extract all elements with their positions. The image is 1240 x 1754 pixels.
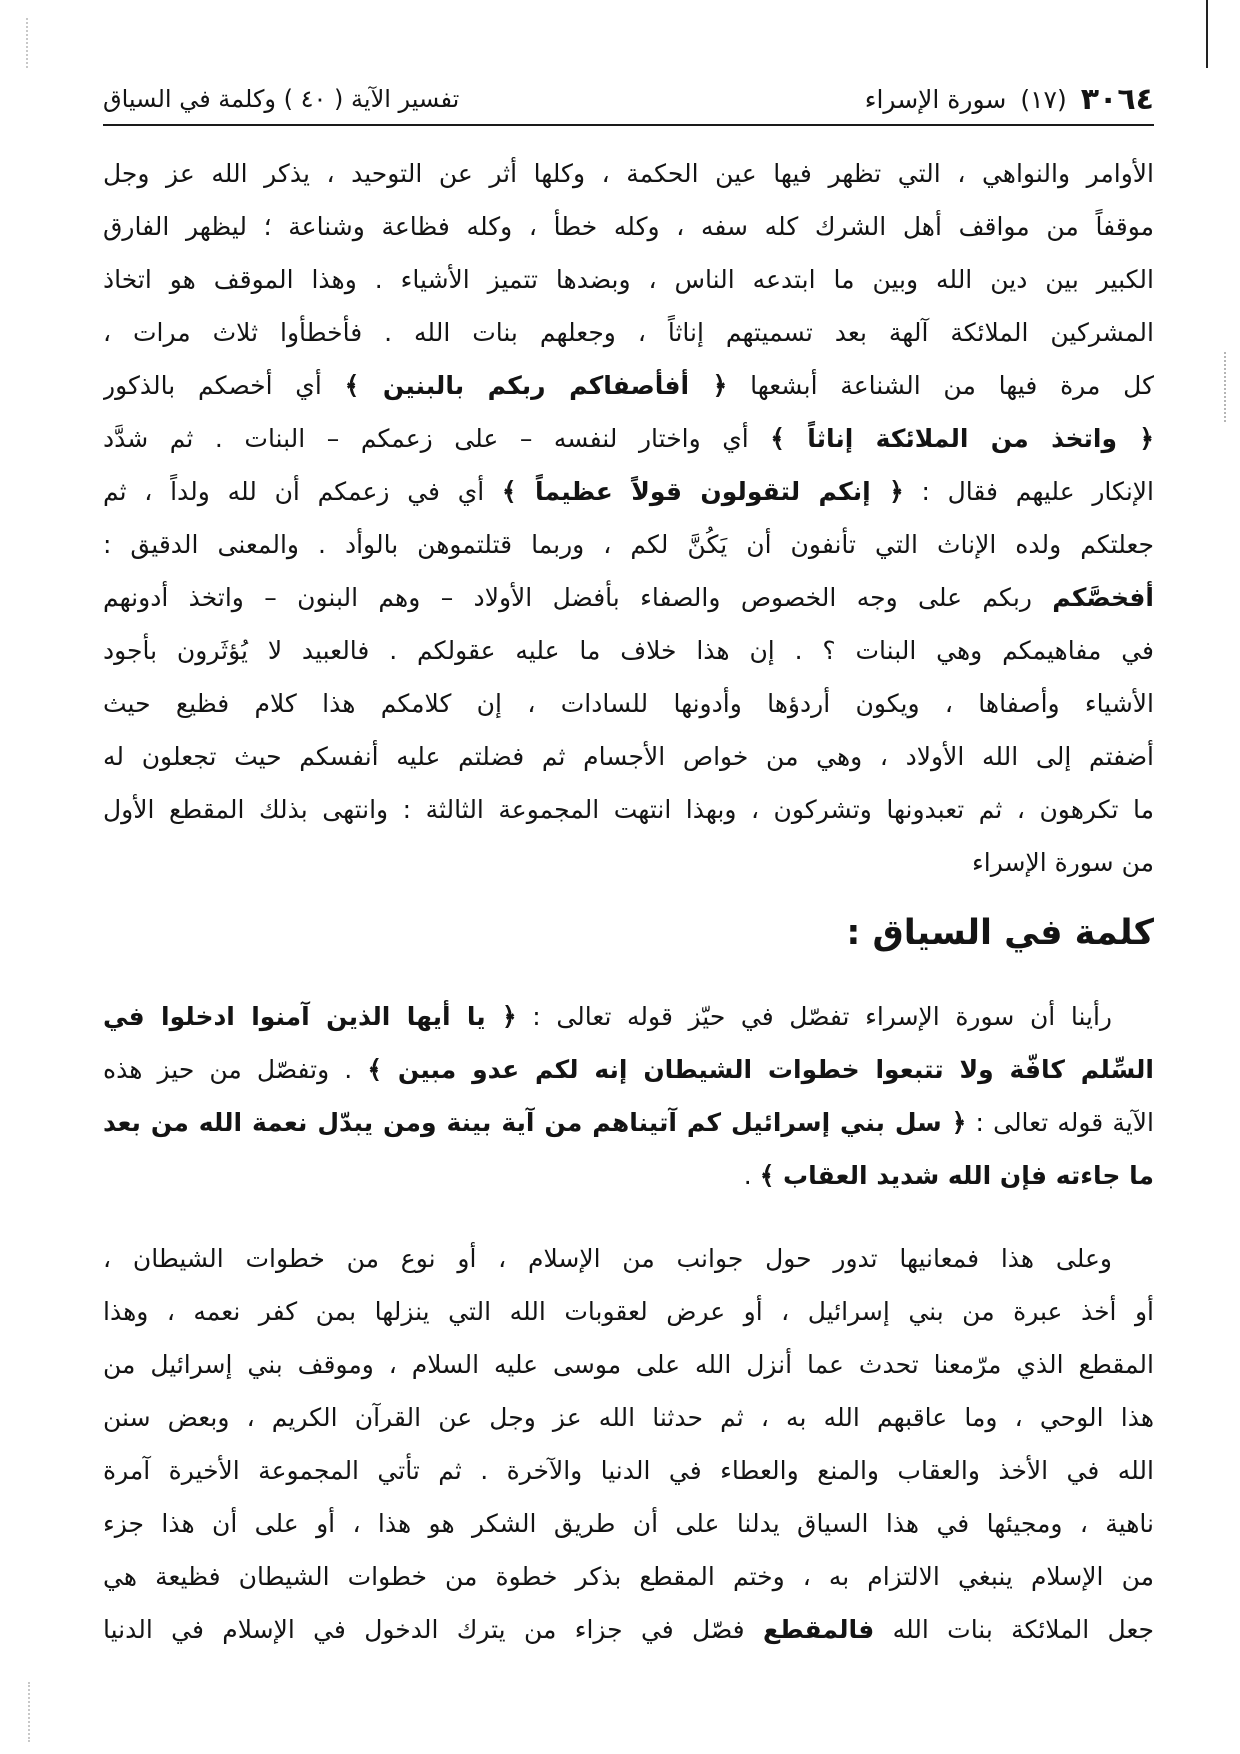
line-text: الله في الأخذ والعقاب والمنع والعطاء في الدنيا والآخرة . ثم تأتي المجموعة الأخيرة آمرة (103, 1456, 1154, 1485)
line-content (103, 1615, 1154, 1644)
line-content (103, 159, 1154, 188)
text-line (103, 1096, 1154, 1149)
line-content (744, 1161, 1154, 1190)
line-text: ما تكرهون ، ثم تعبدونها وتشركون ، وبهذا انتهت المجموعة الثالثة : وانتهى بذلك المقطع الأول (103, 795, 1154, 824)
text-line (103, 1338, 1154, 1391)
line-content (103, 583, 1154, 612)
context-paragraph (103, 990, 1154, 1202)
line-text: كل مرة فيها من الشناعة أبشعها (727, 371, 1154, 400)
text-line (103, 836, 1154, 889)
scan-edge-mark (1224, 352, 1226, 422)
line-content (103, 1002, 1112, 1031)
line-content (103, 1055, 1154, 1084)
line-text: الآية قوله تعالى : (966, 1108, 1154, 1137)
running-header (103, 78, 1154, 120)
text-line (103, 1285, 1154, 1338)
line-content (103, 1562, 1154, 1591)
line-text: . (743, 1161, 760, 1190)
quran-quote: ﴿ أفأصفاكم ربكم بالبنين ﴾ (344, 371, 728, 400)
line-text: ناهية ، ومجيئها في هذا السياق يدلنا على أن طريق الشكر هو هذا ، أو على أن هذا جزء (103, 1509, 1154, 1538)
text-line (103, 783, 1154, 836)
line-content (103, 689, 1154, 718)
line-text: أي واختار لنفسه – على زعمكم – البنات . ثم شدَّد (103, 424, 771, 453)
line-text: جعل الملائكة بنات الله (874, 1615, 1154, 1644)
line-text: موقفاً من مواقف أهل الشرك كله سفه ، وكله خطأ ، وكله فظاعة وشناعة ؛ ليظهر الفارق (103, 212, 1154, 241)
line-text: وعلى هذا فمعانيها تدور حول جوانب من الإسلام ، أو نوع من خطوات الشيطان ، (103, 1244, 1112, 1273)
line-content (103, 371, 1154, 400)
emphasized-word: فالمقطع (762, 1615, 875, 1644)
line-text: رأينا أن سورة الإسراء تفصّل في حيّز قوله تعالى : (516, 1002, 1112, 1031)
text-line (103, 465, 1154, 518)
line-content (103, 1297, 1154, 1326)
line-content (103, 636, 1154, 665)
text-line (103, 677, 1154, 730)
text-line (103, 306, 1154, 359)
text-line (103, 200, 1154, 253)
text-line (103, 1603, 1154, 1656)
scan-edge-mark (26, 18, 28, 68)
line-text: المشركين الملائكة آلهة بعد تسميتهم إناثاً ، وجعلهم بنات الله . فأخطأوا ثلاث مرات ، (103, 318, 1154, 347)
surah-number: (١٧) (1020, 84, 1067, 114)
line-content (103, 1509, 1154, 1538)
line-text: جعلتكم ولده الإناث التي تأنفون أن يَكُنَّ لكم ، وربما قتلتموهن بالوأد . والمعنى الدقيق : (103, 530, 1154, 559)
line-text: ربكم على وجه الخصوص والصفاء بأفضل الأولاد – وهم البنون – واتخذ أدونهم (103, 583, 1053, 612)
line-content (103, 742, 1154, 771)
page-body (103, 147, 1154, 1656)
text-line (103, 359, 1154, 412)
line-text: الأشياء وأصفاها ، ويكون أردؤها وأدونها للسادات ، إن كلامكم هذا كلام فظيع حيث (103, 689, 1154, 718)
scan-edge-mark (28, 1682, 30, 1742)
text-line (103, 624, 1154, 677)
emphasized-word: أفخصَّكم (1052, 583, 1154, 612)
line-content (972, 848, 1154, 877)
line-content (103, 1456, 1154, 1485)
line-content (103, 265, 1154, 294)
line-content (103, 1108, 1154, 1137)
text-line (103, 571, 1154, 624)
text-line (103, 1444, 1154, 1497)
text-line (103, 147, 1154, 200)
section-heading: كلمة في السياق : (846, 913, 1154, 953)
quran-quote: ﴿ إنكم لتقولون قولاً عظيماً ﴾ (501, 477, 904, 506)
line-content (103, 212, 1154, 241)
line-content (103, 795, 1154, 824)
text-line (103, 412, 1154, 465)
line-content (103, 424, 1154, 453)
quran-quote: السِّلم كافّة ولا تتبعوا خطوات الشيطان إنه لكم عدو مبين ﴾ (367, 1055, 1154, 1084)
header-rule (103, 124, 1154, 126)
line-text: فصّل في جزاء من يترك الدخول في الإسلام في الدنيا (103, 1615, 763, 1644)
header-section-title: تفسير الآية ( ٤٠ ) وكلمة في السياق (103, 85, 460, 113)
tafsir-paragraph (103, 147, 1154, 889)
line-content (103, 530, 1154, 559)
line-text: في مفاهيمكم وهي البنات ؟ . إن هذا خلاف ما عليه عقولكم . فالعبيد لا يُؤثَرون بأجود (103, 636, 1154, 665)
context-paragraph (103, 1232, 1154, 1656)
header-surah-info (865, 82, 1154, 117)
text-line (103, 1391, 1154, 1444)
line-content (103, 318, 1154, 347)
line-content (103, 1244, 1112, 1273)
line-text: الكبير بين دين الله وبين ما ابتدعه الناس ، وبضدها تتميز الأشياء . وهذا الموقف هو اتخاذ (103, 265, 1154, 294)
text-line (103, 1550, 1154, 1603)
text-line (103, 990, 1154, 1043)
quran-quote: ﴿ سل بني إسرائيل كم آتيناهم من آية بينة ومن يبدّل نعمة الله من بعد (103, 1108, 967, 1137)
line-content (103, 1403, 1154, 1432)
line-content (103, 477, 1154, 506)
text-line (103, 730, 1154, 783)
line-text: أضفتم إلى الله الأولاد ، وهي من خواص الأجسام ثم فضلتم عليه أنفسكم حيث تجعلون له (103, 742, 1154, 771)
line-text: المقطع الذي مرّمعنا تحدث عما أنزل الله على موسى عليه السلام ، وموقف بني إسرائيل من (103, 1350, 1154, 1379)
surah-name: سورة الإسراء (864, 84, 1007, 114)
line-text: الأوامر والنواهي ، التي تظهر فيها عين الحكمة ، وكلها أثر عن التوحيد ، يذكر الله عز وجل (103, 159, 1154, 188)
line-text: أو أخذ عبرة من بني إسرائيل ، أو عرض لعقوبات الله التي ينزلها بمن كفر نعمه ، وهذا (103, 1297, 1154, 1326)
text-line (103, 518, 1154, 571)
quran-quote: ما جاءته فإن الله شديد العقاب ﴾ (759, 1161, 1154, 1190)
text-line (103, 1043, 1154, 1096)
text-line (103, 253, 1154, 306)
line-text: من الإسلام ينبغي الالتزام به ، وختم المقطع بذكر خطوة من خطوات الشيطان فظيعة هي (103, 1562, 1154, 1591)
quran-quote: ﴿ يا أيها الذين آمنوا ادخلوا في (103, 1002, 517, 1031)
scan-edge-line (1206, 0, 1208, 68)
text-line (103, 1497, 1154, 1550)
text-line (103, 1149, 1154, 1202)
line-text: أي في زعمكم أن لله ولداً ، ثم (103, 477, 502, 506)
line-text: هذا الوحي ، وما عاقبهم الله به ، ثم حدثنا الله عز وجل عن القرآن الكريم ، وبعض سنن (103, 1403, 1154, 1432)
text-line (103, 1232, 1154, 1285)
line-text: الإنكار عليهم فقال : (903, 477, 1154, 506)
line-text: من سورة الإسراء (972, 848, 1154, 877)
line-content (103, 1350, 1154, 1379)
line-text: أي أخصكم بالذكور (103, 371, 345, 400)
quran-quote: ﴿ واتخذ من الملائكة إناثاً ﴾ (770, 424, 1154, 453)
page-number: ٣٠٦٤ (1080, 81, 1154, 117)
line-text: . وتفصّل من حيز هذه (103, 1055, 368, 1084)
